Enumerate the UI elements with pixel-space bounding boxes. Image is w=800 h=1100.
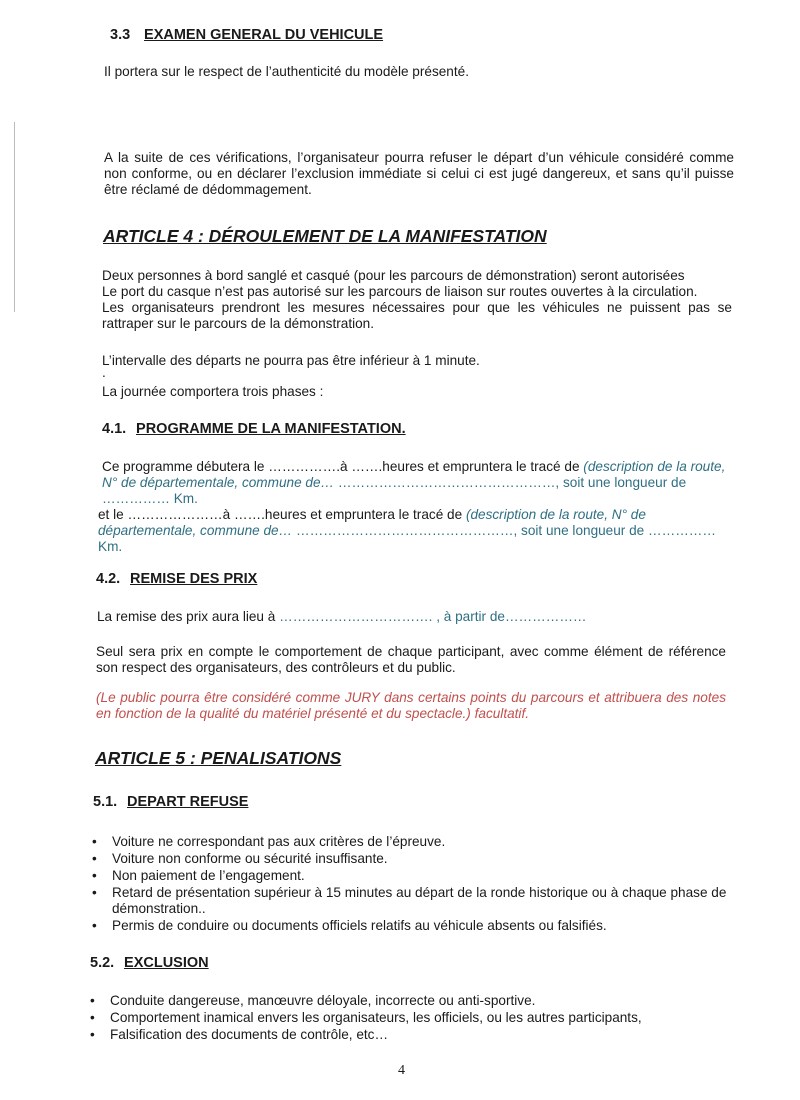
section-5-1-heading — [93, 794, 248, 810]
list-item: • Retard de présentation supérieur à 15 minutes au départ de la ronde historique ou à chaque phase de démonstration.. — [90, 885, 730, 917]
section-title: REMISE DES PRIX — [130, 571, 258, 587]
article-4-line-2: Le port du casque n’est pas autorisé sur les parcours de liaison sur routes ouvertes à la circulation. — [102, 284, 698, 299]
programme-paragraph-2 — [98, 507, 728, 555]
section-title: EXAMEN GENERAL DU VEHICULE — [144, 27, 384, 43]
section-number: 5.1. — [93, 794, 118, 810]
list-item: • Comportement inamical envers les organisateurs, les officiels, ou les autres participants, — [88, 1010, 728, 1026]
phases-text: La journée comportera trois phases : — [102, 384, 324, 399]
article-4-heading: ARTICLE 4 : DÉROULEMENT DE LA MANIFESTATION — [103, 226, 547, 246]
remise-label: La remise des prix aura lieu à — [97, 609, 276, 624]
section-title: EXCLUSION — [124, 955, 209, 971]
comportement-paragraph: Seul sera prix en compte le comportement de chaque participant, avec comme élément de référence son respect des organisateurs, des contrôleurs et du public. — [96, 644, 726, 675]
remise-text — [97, 609, 737, 625]
programme-2-text: et le …………………à …….heures et empruntera le tracé de — [98, 507, 463, 522]
section-5-2-heading — [90, 955, 209, 971]
section-number: 3.3 — [110, 27, 131, 43]
scan-edge-line — [14, 122, 15, 312]
section-title: PROGRAMME DE LA MANIFESTATION. — [136, 421, 406, 437]
article-4-line-3: Les organisateurs prendront les mesures nécessaires pour que les véhicules ne puissent pas se rattraper sur le parcours de la démonstration. — [102, 300, 732, 331]
section-3-3-heading — [110, 27, 383, 43]
programme-2-route-hint: (description de la route, N° de départementale, commune de… — [98, 507, 646, 538]
exclusion-list — [88, 993, 728, 1044]
programme-1-route-hint: (description de la route, N° de départementale, commune de… — [102, 459, 726, 490]
depart-refuse-list — [90, 834, 730, 935]
authenticity-text: Il portera sur le respect de l’authenticité du modèle présenté. — [104, 64, 469, 79]
article-4-line-1: Deux personnes à bord sanglé et casqué (pour les parcours de démonstration) seront autorisées — [102, 268, 685, 283]
list-item: • Falsification des documents de contrôle, etc… — [88, 1027, 728, 1043]
section-title: DEPART REFUSE — [127, 794, 249, 810]
section-4-2-heading — [96, 571, 257, 587]
remise-blanks: ……………………………. , à partir de……………… — [279, 609, 587, 624]
programme-1-length: …………………………………………, soit une longueur de …………… Km. — [102, 475, 687, 506]
list-item: • Permis de conduire ou documents officiels relatifs au véhicule absents ou falsifiés. — [90, 918, 730, 934]
intervalle-text: L’intervalle des départs ne pourra pas être inférieur à 1 minute. — [102, 353, 480, 368]
list-item: • Voiture ne correspondant pas aux critères de l’épreuve. — [90, 834, 730, 850]
list-item: • Voiture non conforme ou sécurité insuffisante. — [90, 851, 730, 867]
stray-dot: . — [102, 365, 106, 380]
section-number: 5.2. — [90, 955, 115, 971]
section-number: 4.1. — [102, 421, 127, 437]
public-jury-note — [96, 690, 726, 722]
programme-1-text: Ce programme débutera le …………….à …….heures et empruntera le tracé de — [102, 459, 580, 474]
facultatif-label: facultatif. — [474, 706, 530, 721]
public-jury-text: (Le public pourra être considéré comme JURY dans certains points du parcours et attribuera des notes en fonction de la qualité du matériel présenté et du spectacle.) — [96, 690, 726, 721]
verification-paragraph: A la suite de ces vérifications, l’organisateur pourra refuser le départ d’un véhicule considéré comme non conforme, ou en déclarer l’exclusion immédiate si celui ci est jugé dangereux, et sans qu’il puisse être réclamé de dédommagement. — [104, 150, 734, 197]
programme-2-length: …………………………………………, soit une longueur de …………… Km. — [98, 523, 716, 554]
section-number: 4.2. — [96, 571, 121, 587]
article-5-heading: ARTICLE 5 : PENALISATIONS — [95, 748, 342, 768]
list-item: • Conduite dangereuse, manœuvre déloyale, incorrecte ou anti-sportive. — [88, 993, 728, 1009]
list-item: • Non paiement de l’engagement. — [90, 868, 730, 884]
section-4-1-heading — [102, 421, 406, 437]
page-number: 4 — [398, 1063, 405, 1078]
programme-paragraph-1 — [102, 459, 732, 507]
